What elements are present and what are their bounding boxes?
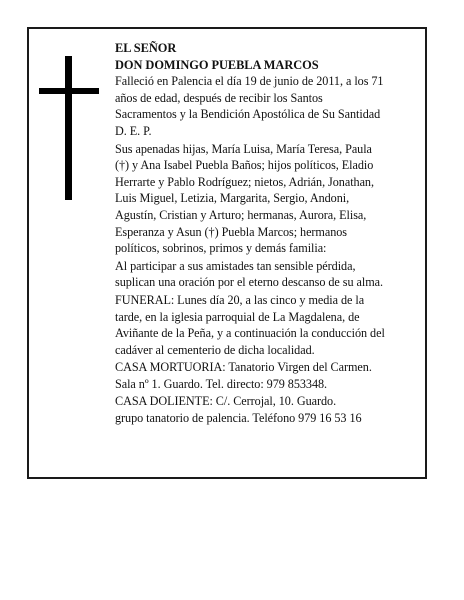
text-line: Sacramentos y la Bendición Apostólica de Su Santidad (115, 107, 381, 122)
obituary-notice (27, 27, 427, 479)
paragraph-prayer-request (115, 258, 425, 291)
text-line: Al participar a sus amistades tan sensible pérdida, (115, 258, 356, 273)
cross-icon (39, 56, 99, 200)
text-line: suplican una oración por el eterno descanso de su alma. (115, 275, 383, 290)
text-line: Sus apenadas hijas, María Luisa, María Teresa, Paula (115, 141, 372, 156)
cross-horizontal-bar (39, 88, 99, 94)
notice-text (115, 40, 425, 427)
text-line: Esperanza y Asun (†) Puebla Marcos; hermanos (115, 224, 348, 239)
paragraph-casa-mortuoria (115, 359, 425, 392)
text-line: Falleció en Palencia el día 19 de junio de 2011, a los 71 (115, 74, 384, 89)
text-line: Herrarte y Pablo Rodríguez; nietos, Adrián, Jonathan, (115, 174, 374, 189)
paragraph-funeral (115, 292, 425, 358)
text-line: FUNERAL: Lunes día 20, a las cinco y media de la (115, 292, 365, 307)
text-line: CASA DOLIENTE: C/. Cerrojal, 10. Guardo. (115, 394, 337, 409)
text-line: (†) y Ana Isabel Puebla Baños; hijos políticos, Eladio (115, 158, 374, 173)
text-line: tarde, en la iglesia parroquial de La Magdalena, de (115, 309, 360, 324)
notice-title-line1: EL SEÑOR (115, 41, 177, 55)
cross-vertical-bar (65, 56, 72, 200)
paragraph-death-announcement (115, 73, 425, 139)
paragraph-casa-doliente (115, 393, 425, 426)
text-line: Aviñante de la Peña, y a continuación la conducción del (115, 326, 385, 341)
text-line: D. E. P. (115, 123, 152, 138)
notice-title-line2: DON DOMINGO PUEBLA MARCOS (115, 57, 319, 72)
text-line: grupo tanatorio de palencia. Teléfono 979 16 53 16 (115, 411, 362, 426)
text-line: políticos, sobrinos, primos y demás familia: (115, 241, 327, 256)
text-line: Luis Miguel, Letizia, Margarita, Sergio, Andoni, (115, 191, 350, 206)
paragraph-family (115, 141, 425, 257)
text-line: años de edad, después de recibir los Santos (115, 90, 323, 105)
text-line: Sala nº 1. Guardo. Tel. directo: 979 853348. (115, 376, 328, 391)
text-line: cadáver al cementerio de dicha localidad. (115, 342, 315, 357)
text-line: CASA MORTUORIA: Tanatorio Virgen del Carmen. (115, 360, 372, 375)
text-line: Agustín, Cristian y Arturo; hermanas, Aurora, Elisa, (115, 207, 367, 222)
